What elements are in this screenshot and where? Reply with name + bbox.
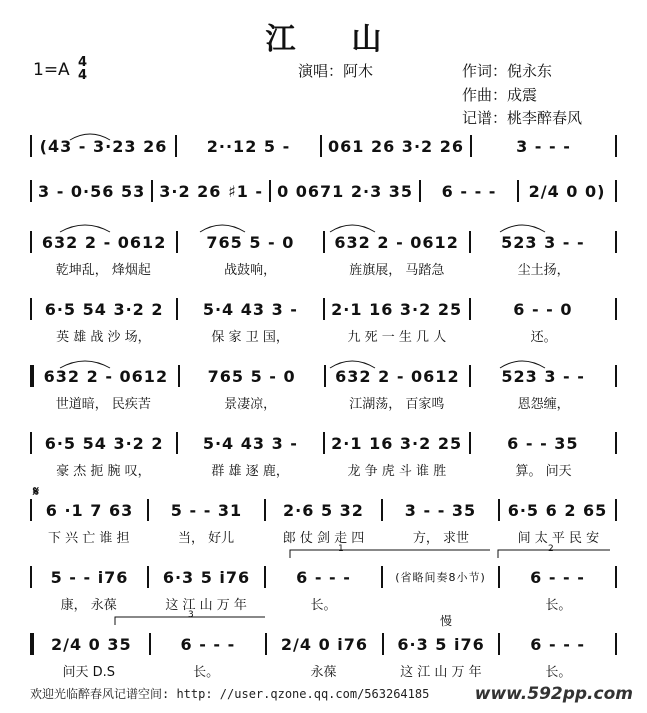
notation-row [0,496,647,524]
composer-credit: 作曲：成震 [462,86,538,104]
lyric-segment: 保 家 卫 国， [211,329,289,345]
segno-mark: 𝄋 [33,484,40,500]
lyric-segment: 下 兴 亡 谁 担 [47,530,130,546]
slow-mark: 慢 [440,614,453,628]
lyric-segment: 永葆 [310,664,337,680]
bar-line [615,231,617,253]
lyricist-credit: 作词：倪永东 [462,62,553,80]
lyric-segment: 康， 永葆 [60,597,117,613]
measure: 3 - - 35 [404,500,477,520]
key-signature: 1=A [33,60,70,80]
measure: 5 - - 31 [170,500,243,520]
measure: 523 3 - - [501,366,585,386]
measure: 5 - - i76 [50,567,129,587]
measure-row [30,177,617,205]
lyrics-row [30,661,617,679]
lyric-segment: 世道暗， 民疾苦 [55,396,151,412]
measure: (省略间奏8小节) [395,571,486,584]
lyric-segment: 间 太 平 民 安 [517,530,600,546]
measure: 6·3 5 i76 [162,567,251,587]
lyric-segment: 这 江 山 万 年 [400,664,482,680]
measure-row [30,362,617,390]
notation-row [0,630,647,658]
measure: 632 2 - 0612 [334,232,459,252]
measure: 765 5 - 0 [207,366,296,386]
notation-row [0,132,647,160]
lyric-segment: 当， 好儿 [178,530,235,546]
lyric-segment: 景凄凉， [224,396,277,412]
time-signature-top: 4 [78,55,88,70]
measure: 6 - - 0 [513,299,573,319]
watermark: www.592pp.com [474,684,633,704]
singer-credit: 演唱：阿木 [298,62,374,80]
measure: 6 - - - [180,634,236,654]
time-signature-bottom: 4 [78,68,88,83]
measure: 6 - - - [530,567,585,587]
measure: 6·5 54 3·2 2 [44,299,164,319]
measure: 6 - - 35 [507,433,579,453]
measure: 3 - - - [516,136,571,156]
measure: 5·4 43 3 - [202,433,298,453]
lyric-segment: 算。 问天 [515,463,572,479]
bar-line [615,499,617,521]
measure: 632 2 - 0612 [335,366,460,386]
notation-row [0,228,647,256]
volta-2-bracket [498,550,610,558]
lyric-segment: 豪 杰 扼 腕 叹， [56,463,151,479]
bar-line [615,432,617,454]
measure: 3·2 26 ♯1 - [159,181,264,201]
lyric-segment: 旌旗展， 马踏急 [349,262,445,278]
notation-row [0,177,647,205]
measure: 2/4 0 35 [50,634,132,654]
lyric-segment: 乾坤乱， 烽烟起 [55,262,151,278]
notation-row [0,429,647,457]
lyrics-row [30,259,617,277]
lyric-segment: 长。 [193,664,220,680]
measure-row [30,496,617,524]
lyric-segment: 长。 [545,597,572,613]
measure: 6 - - - [530,634,586,654]
measure: 3 - 0·56 53 [38,181,146,201]
bar-line [615,566,617,588]
measure: 6 ·1 7 63 [45,500,134,520]
measure: 6·3 5 i76 [397,634,485,654]
measure: 6·5 54 3·2 2 [44,433,164,453]
lyric-segment: 郎 仗 剑 走 四 [282,530,365,546]
measure: 6 - - - [441,181,497,201]
measure: 6 - - - [296,567,351,587]
bar-line [615,180,617,202]
lyric-segment: 长。 [545,664,572,680]
measure: 2··12 5 - [206,136,291,156]
measure-row [30,429,617,457]
transcriber-credit: 记谱：桃李醉春风 [462,109,583,127]
measure: 2·6 5 32 [283,500,364,520]
lyric-segment: 九 死 一 生 几 人 [347,329,447,345]
measure: 6·5 6 2 65 [507,500,608,520]
footer-text: 欢迎光临醉春风记谱空间: http: //user.qzone.qq.com/563264185 [30,687,430,701]
lyric-segment: 问天 D.S [62,664,115,680]
measure: (4̇3 - 3·23 26 [39,136,168,156]
volta-1-bracket [290,550,490,558]
lyrics-row [30,393,617,411]
volta-3-label: 3 [188,610,194,620]
time-signature [78,56,87,82]
measure-row [30,563,617,591]
measure: 632 2 - 0612 [43,366,169,386]
lyric-segment: 方， 求世 [412,530,469,546]
lyric-segment: 尘土扬， [517,262,570,278]
lyric-segment: 这 江 山 万 年 [165,597,247,613]
lyric-segment: 长。 [310,597,337,613]
bar-line [615,365,617,387]
page-title: 江山 [265,22,438,57]
lyric-segment: 英 雄 战 沙 场， [56,329,151,345]
measure: 2/4 0 i76 [280,634,369,654]
measure: 765 5 - 0 [206,232,295,252]
measure: 2·1 16 3·2 25 [331,433,463,453]
bar-line [615,298,617,320]
measure-row [30,132,617,160]
measure: 2·1 16 3·2 25 [331,299,463,319]
lyrics-row [30,527,617,545]
measure-row [30,295,617,323]
measure: 0 0671 2·3 35 [277,181,414,201]
measure: 061 26 3·2 26 [328,136,464,156]
measure: 5·4 43 3 - [202,299,298,319]
measure: 523 3 - - [501,232,585,252]
volta-2-label: 2 [548,544,554,554]
bar-line [615,135,617,157]
bar-line [615,633,617,655]
measure-row [30,228,617,256]
lyric-segment: 江湖荡， 百家鸣 [349,396,445,412]
lyric-segment: 还。 [530,329,557,345]
notation-row [0,563,647,591]
measure: 2/4 0 0) [528,181,606,201]
lyric-segment: 战鼓响， [224,262,277,278]
lyric-segment: 恩怨缠， [517,396,570,412]
lyric-segment: 群 雄 逐 鹿， [211,463,289,479]
notation-row [0,362,647,390]
lyrics-row [30,460,617,478]
measure-row [30,630,617,658]
volta-1-label: 1 [338,544,344,554]
lyrics-row [30,326,617,344]
measure: 632 2 - 0612 [41,232,167,252]
lyrics-row [30,594,617,612]
notation-row [0,295,647,323]
lyric-segment: 龙 争 虎 斗 谁 胜 [347,463,447,479]
